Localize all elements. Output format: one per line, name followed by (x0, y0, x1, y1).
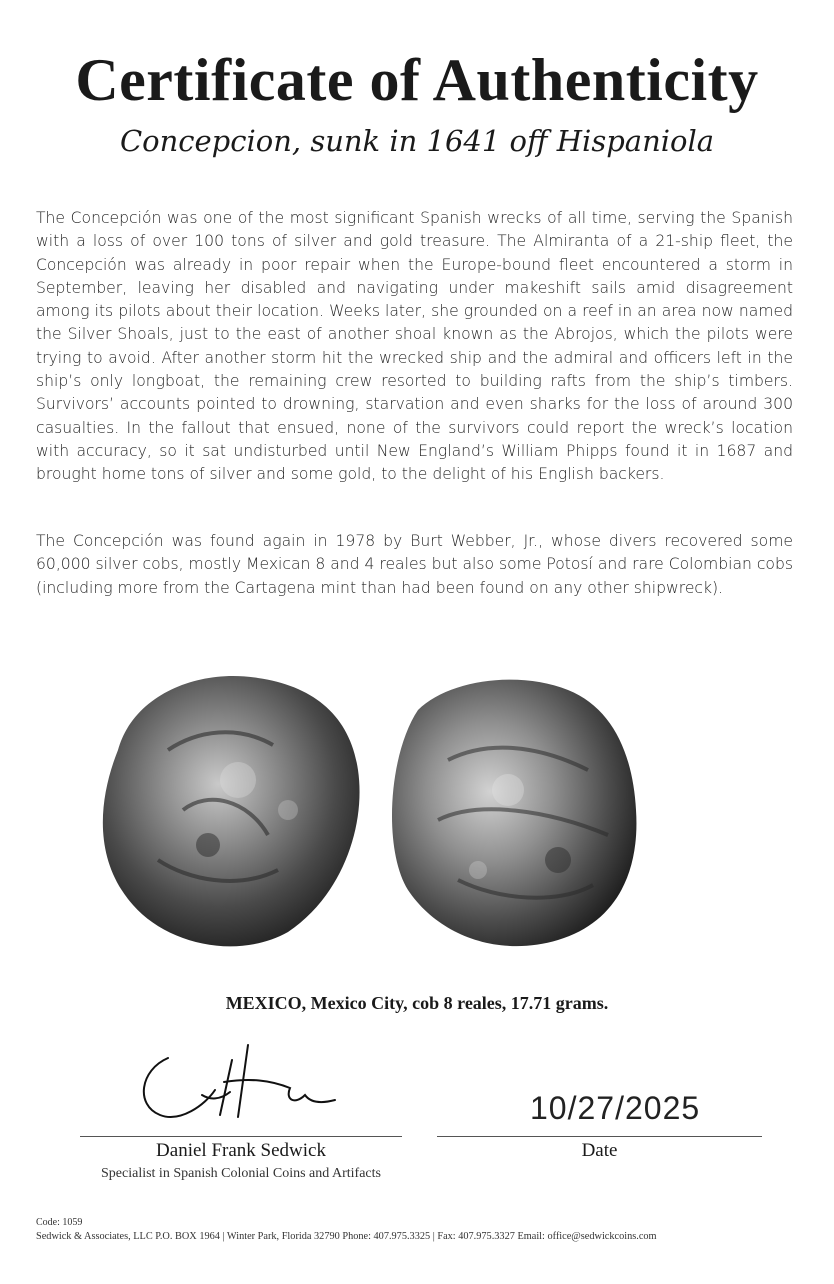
coin-reverse (392, 680, 636, 947)
signer-title: Specialist in Spanish Colonial Coins and Artifacts (101, 1166, 381, 1181)
history-paragraph-2: The Concepción was found again in 1978 by Burt Webber, Jr., whose divers recovered some 60,000 silver cobs, mostly Mexican 8 and 4 reales but also some Potosí and rare Colombian cobs (including more from the Cartagena mint than had been found on any other shipwreck). (36, 532, 793, 597)
signature-line (80, 1136, 402, 1137)
date-label: Date (581, 1140, 618, 1161)
history-paragraph-1: The Concepción was one of the most significant Spanish wrecks of all time, serving the Spanish with a loss of over 100 tons of silver and gold treasure. The Almiranta of a 21-ship fleet, the Concepción was already in poor repair when the Europe-bound fleet encountered a storm in September, leaving her disabled and navigating under makeshift sails amid disagreement among its pilots about their location. Weeks later, she grounded on a reef in an area now named the Silver Shoals, just to the east of another shoal known as the Abrojos, which the pilots were trying to avoid. After another storm hit the wrecked ship and the admiral and officers left in the ship’s only longboat, the remaining crew resorted to building rafts from the ship’s timbers. Survivors’ accounts pointed to drowning, starvation and even sharks for the loss of around 300 casualties. In the fallout that ensued, none of the survivors could report the wreck’s location with accuracy, so it sat undisturbed until New England’s William Phipps found it in 1687 and brought home tons of silver and some gold, to the delight of his English backers. (36, 209, 793, 484)
signer-name: Daniel Frank Sedwick (156, 1140, 326, 1161)
signature (120, 1020, 350, 1130)
coin-caption: MEXICO, Mexico City, cob 8 reales, 17.71 grams. (225, 993, 609, 1013)
date-value: 10/27/2025 (530, 1090, 701, 1126)
footer-code: Code: 1059 (36, 1217, 83, 1228)
coin-photo-graphic (88, 660, 648, 950)
date-line (437, 1136, 762, 1137)
coin-obverse (103, 676, 360, 946)
certificate-subtitle: Concepcion, sunk in 1641 off Hispaniola (119, 124, 715, 158)
footer-contact: Sedwick & Associates, LLC P.O. BOX 1964 | Winter Park, Florida 32790 Phone: 407.975.3325 | Fax: 407.975.3327 Email: office@sedwickcoins.com (36, 1231, 657, 1242)
certificate-title: Certificate of Authenticity (75, 47, 759, 113)
signature-graphic (120, 1020, 350, 1130)
coin-photo (88, 660, 648, 950)
